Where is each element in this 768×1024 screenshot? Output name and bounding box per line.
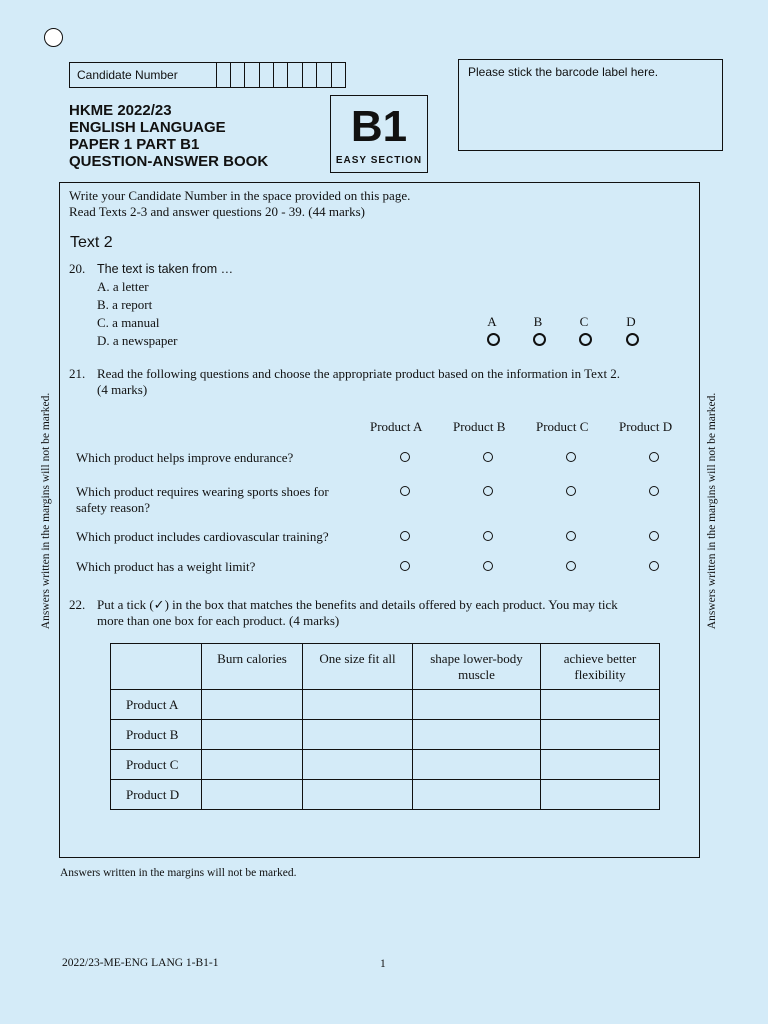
footer-code: 2022/23-ME-ENG LANG 1-B1-1: [62, 957, 219, 969]
q21-bubble[interactable]: [566, 561, 576, 571]
tick-box[interactable]: [202, 720, 303, 750]
q21-bubble[interactable]: [483, 452, 493, 462]
q20-options: [97, 278, 178, 350]
option-letter: A.: [97, 279, 110, 294]
q21-bubble[interactable]: [649, 452, 659, 462]
title-line: HKME 2022/23: [69, 102, 172, 119]
q20-option: [97, 314, 178, 332]
candidate-digit-cell[interactable]: [217, 63, 231, 87]
stem-line: Put a tick (✓) in the box that matches the benefits and details offered by each product. You may tick: [97, 597, 618, 612]
text-heading: Text 2: [70, 234, 113, 251]
q20-option: [97, 278, 178, 296]
row-label: Product D: [111, 780, 202, 810]
section-code: B1: [350, 102, 408, 151]
candidate-number-box[interactable]: [69, 62, 346, 88]
instruction-line: Read Texts 2-3 and answer questions 20 - 39. (44 marks): [69, 204, 365, 219]
margin-note-right: Answers written in the margins will not be marked.: [706, 392, 718, 630]
candidate-digit-cell[interactable]: [303, 63, 317, 87]
option-letter: C.: [97, 315, 109, 330]
tick-box[interactable]: [541, 690, 660, 720]
q21-row-question: Which product requires wearing sports shoes for safety reason?: [76, 484, 329, 515]
q21-row-question: Which product includes cardiovascular training?: [76, 529, 329, 544]
barcode-note: Please stick the barcode label here.: [468, 65, 659, 79]
option-letter: B.: [97, 297, 109, 312]
margin-note-bottom: Answers written in the margins will not be marked.: [60, 867, 297, 879]
q20-option: [97, 296, 178, 314]
q21-bubble[interactable]: [649, 486, 659, 496]
tick-box[interactable]: [303, 690, 413, 720]
candidate-number-label: Candidate Number: [70, 63, 217, 87]
candidate-digit-cell[interactable]: [317, 63, 331, 87]
q21-col-header: Product C: [536, 419, 589, 434]
candidate-digit-cell[interactable]: [332, 63, 345, 87]
q21-bubble[interactable]: [566, 452, 576, 462]
candidate-digit-cell[interactable]: [274, 63, 288, 87]
title-line: PAPER 1 PART B1: [69, 136, 200, 153]
title-line: QUESTION-ANSWER BOOK: [69, 153, 269, 170]
table-row: [111, 780, 660, 810]
q20-stem: The text is taken from …: [97, 262, 234, 276]
margin-note-left: Answers written in the margins will not be marked.: [40, 392, 52, 630]
answer-letter-b: B: [533, 314, 543, 329]
answer-bubble-c[interactable]: [579, 333, 592, 346]
tick-box[interactable]: [413, 750, 541, 780]
option-text: a newspaper: [112, 333, 178, 348]
q21-bubble[interactable]: [649, 561, 659, 571]
tick-box[interactable]: [413, 780, 541, 810]
instructions: [69, 188, 410, 220]
option-letter: D.: [97, 333, 110, 348]
q21-bubble[interactable]: [566, 531, 576, 541]
table-row: [111, 720, 660, 750]
tick-box[interactable]: [541, 750, 660, 780]
q21-row-question: Which product has a weight limit?: [76, 559, 256, 574]
table-row: [111, 690, 660, 720]
q21-col-header: Product D: [619, 419, 673, 434]
paper-title: [69, 102, 268, 170]
candidate-digit-cell[interactable]: [288, 63, 302, 87]
q21-col-header: Product B: [453, 419, 506, 434]
stem-line: (4 marks): [97, 382, 148, 397]
tick-box[interactable]: [202, 690, 303, 720]
section-name: EASY SECTION: [335, 155, 423, 166]
instruction-line: Write your Candidate Number in the space provided on this page.: [69, 188, 411, 203]
answer-letter-d: D: [626, 314, 636, 329]
q21-number: 21.: [69, 366, 86, 381]
q21-bubble[interactable]: [400, 531, 410, 541]
answer-bubble-b[interactable]: [533, 333, 546, 346]
option-text: a letter: [112, 279, 149, 294]
section-badge: [330, 95, 428, 173]
answer-letter-a: A: [487, 314, 497, 329]
registration-circle: [44, 28, 63, 47]
table-col-header: achieve better flexibility: [541, 644, 660, 690]
barcode-label-box: [458, 59, 723, 151]
q21-bubble[interactable]: [649, 531, 659, 541]
row-label: Product C: [111, 750, 202, 780]
q21-bubble[interactable]: [566, 486, 576, 496]
q21-bubble[interactable]: [483, 531, 493, 541]
tick-box[interactable]: [413, 690, 541, 720]
answer-bubble-a[interactable]: [487, 333, 500, 346]
q21-bubble[interactable]: [483, 561, 493, 571]
title-line: ENGLISH LANGUAGE: [69, 119, 226, 136]
q21-bubble[interactable]: [483, 486, 493, 496]
candidate-digit-cell[interactable]: [260, 63, 274, 87]
tick-box[interactable]: [413, 720, 541, 750]
tick-box[interactable]: [202, 780, 303, 810]
table-corner: [111, 644, 202, 690]
row-label: Product A: [111, 690, 202, 720]
q20-number: 20.: [69, 261, 86, 276]
option-text: a report: [112, 297, 153, 312]
tick-box[interactable]: [202, 750, 303, 780]
row-label: Product B: [111, 720, 202, 750]
q21-bubble[interactable]: [400, 452, 410, 462]
answer-letter-c: C: [579, 314, 589, 329]
tick-box[interactable]: [303, 750, 413, 780]
tick-box[interactable]: [303, 720, 413, 750]
table-col-header: shape lower-body muscle: [413, 644, 541, 690]
q21-row-question: Which product helps improve endurance?: [76, 450, 294, 465]
q21-bubble[interactable]: [400, 486, 410, 496]
tick-box[interactable]: [541, 720, 660, 750]
tick-box[interactable]: [541, 780, 660, 810]
option-text: a manual: [112, 315, 160, 330]
table-col-header: Burn calories: [202, 644, 303, 690]
q21-stem: [97, 366, 687, 398]
candidate-digit-cell[interactable]: [231, 63, 245, 87]
q22-tick-table: [110, 643, 660, 810]
candidate-digit-cell[interactable]: [245, 63, 259, 87]
q22-number: 22.: [69, 597, 86, 612]
page-number: 1: [380, 958, 386, 970]
q21-col-header: Product A: [370, 419, 423, 434]
q20-option: [97, 332, 178, 350]
stem-line: more than one box for each product. (4 marks): [97, 613, 340, 628]
stem-line: Read the following questions and choose the appropriate product based on the information in Text 2.: [97, 366, 621, 381]
answer-bubble-d[interactable]: [626, 333, 639, 346]
table-row: [111, 750, 660, 780]
table-col-header: One size fit all: [303, 644, 413, 690]
tick-box[interactable]: [303, 780, 413, 810]
q21-bubble[interactable]: [400, 561, 410, 571]
q22-stem: [97, 597, 692, 629]
